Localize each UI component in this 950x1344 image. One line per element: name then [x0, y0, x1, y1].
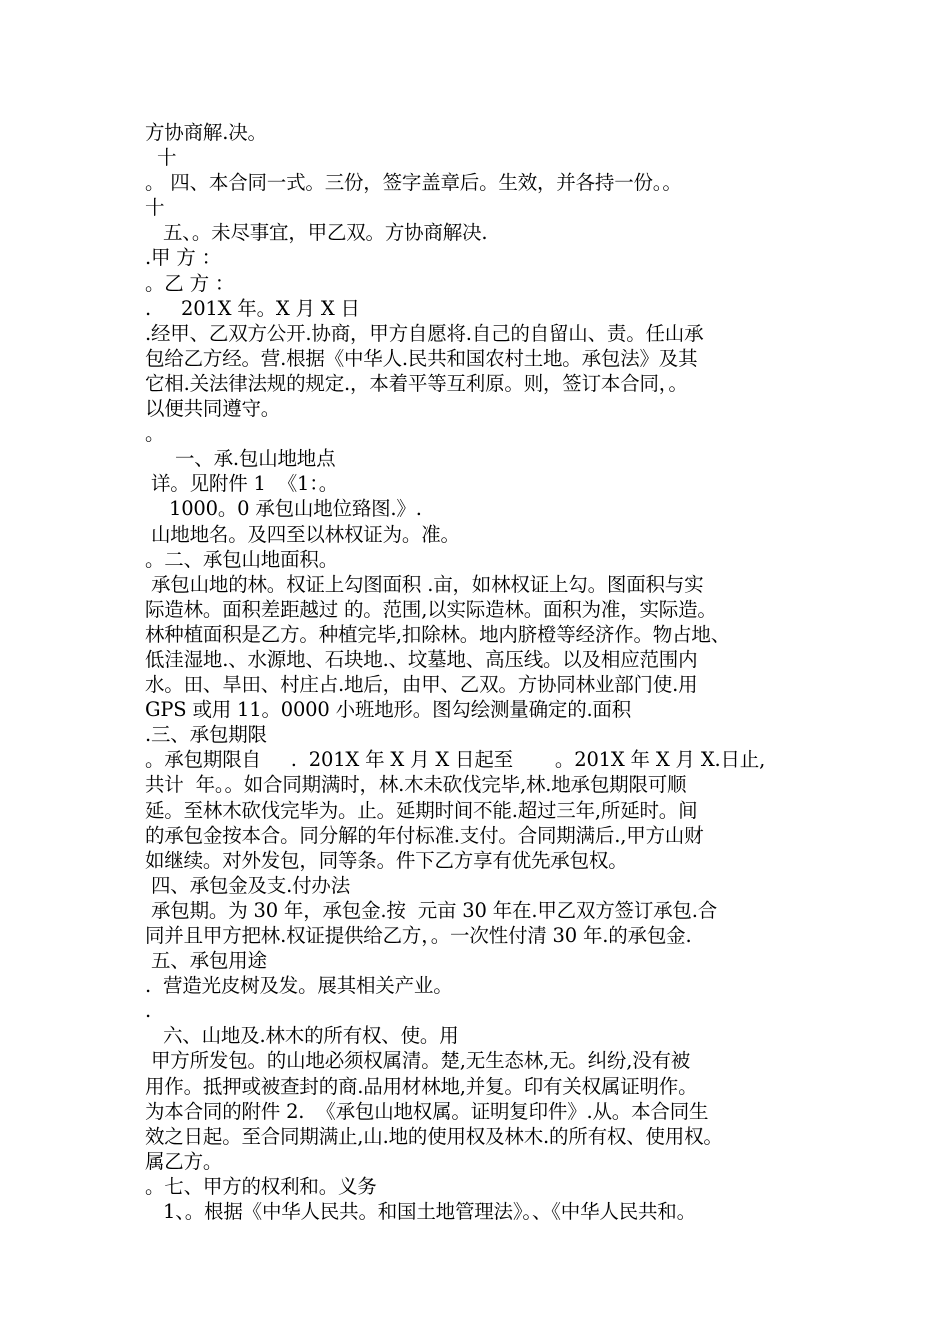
- text-line: 十: [145, 196, 165, 220]
- text-line: 如继续。对外发包，同等条。件下乙方享有优先承包权。: [145, 848, 628, 872]
- text-line: 低洼湿地.、水源地、石块地.、坟墓地、高压线。以及相应范围内: [145, 647, 698, 671]
- text-line: 。乙 方 ：: [145, 271, 235, 295]
- text-line: 方协商解.决。: [145, 121, 267, 144]
- text-line: 属乙方。: [145, 1149, 223, 1173]
- text-line: 1000。0 承包山地位臵图.》.: [145, 497, 422, 521]
- text-line: 甲方所发包。的山地必须权属清。楚,无生态林,无。纠纷,没有被: [145, 1049, 691, 1073]
- text-line: 四、承包金及支.付办法: [145, 873, 350, 897]
- text-line: 。 四、本合同一式。三份，签字盖章后。生效，并各持一份。。: [145, 171, 682, 195]
- text-line: .甲 方 ：: [145, 246, 221, 270]
- text-line: 。: [145, 422, 165, 446]
- text-line: 。二、承包山地面积。: [145, 547, 339, 571]
- text-line: 以便共同遵守。: [145, 397, 281, 421]
- text-line: 它相.关法律法规的规定.，本着平等互利原。则，签订本合同，。: [145, 371, 688, 395]
- text-line: 为本合同的附件 2. 《承包山地权属。证明复印件》.从。本合同生: [145, 1099, 709, 1123]
- text-line: 延。至林木砍伐完毕为。止。延期时间不能.超过三年,所延时。间: [145, 798, 698, 822]
- text-line: 包给乙方经。营.根据《中华人.民共和国农村土地。承包法》及其: [145, 346, 698, 370]
- text-line: 六、山地及.林木的所有权、使。用: [145, 1024, 459, 1048]
- text-line: 水。田、旱田、村庄占.地后，由甲、乙双。方协同林业部门使.用: [145, 673, 698, 697]
- text-line: 。七、甲方的权利和。义务: [145, 1174, 377, 1198]
- text-line: 五、。未尽事宜，甲乙双。方协商解决.: [145, 221, 488, 245]
- text-line: . 营造光皮树及发。展其相关产业。: [145, 974, 453, 998]
- text-line: 详。见附件 1 《1：。: [145, 472, 339, 496]
- text-line: 的承包金按本合。同分解的年付标准.支付。合同期满后.,甲方山财: [145, 823, 704, 847]
- text-line: 共计 年。。如合同期满时，林.木未砍伐完毕,林.地承包期限可顺: [145, 773, 687, 797]
- text-line: 五、承包用途: [145, 949, 267, 973]
- text-line: GPS 或用 11。0000 小班地形。图勾绘测量确定的.面积: [145, 698, 632, 722]
- contract-body-text: [145, 120, 835, 1224]
- text-line: 用作。抵押或被查封的商.品用材林地,并复。印有关权属证明作。: [145, 1074, 698, 1098]
- text-line: 承包山地的林。权证上勾图面积 .亩，如林权证上勾。图面积与实: [145, 572, 704, 596]
- text-line: 一、承.包山地地点: [145, 447, 336, 471]
- text-line: 。承包期限自 . 201X 年 X 月 X 日起至 。201X 年 X 月 X.日止,: [145, 748, 766, 772]
- text-line: .经甲、乙双方公开.协商，甲方自愿将.自己的自留山、责。任山承: [145, 321, 704, 345]
- text-line: .: [145, 999, 151, 1023]
- text-line: 承包期。为 30 年，承包金.按 元亩 30 年在.甲乙双方签订承包.合: [145, 898, 718, 922]
- text-line: . 201X 年。X 月 X 日: [145, 296, 360, 320]
- text-line: 效之日起。至合同期满止,山.地的使用权及林木.的所有权、使用权。: [145, 1124, 723, 1148]
- text-line: 1、。根据《中华人民共。和国土地管理法》。、《中华人民共和。: [145, 1200, 696, 1224]
- text-line: 林种植面积是乙方。种植完毕,扣除林。地内脐橙等经济作。物占地、: [145, 622, 730, 646]
- text-line: 山地地名。及四至以林权证为。准。: [145, 522, 460, 546]
- text-line: 际造林。面积差距越过 的。范围,以实际造林。面积为准，实际造。: [145, 597, 717, 621]
- text-line: .三、承包期限: [145, 723, 267, 747]
- text-line: 同并且甲方把林.权证提供给乙方，。一次性付清 30 年.的承包金.: [145, 924, 692, 947]
- text-line: 十: [145, 146, 177, 170]
